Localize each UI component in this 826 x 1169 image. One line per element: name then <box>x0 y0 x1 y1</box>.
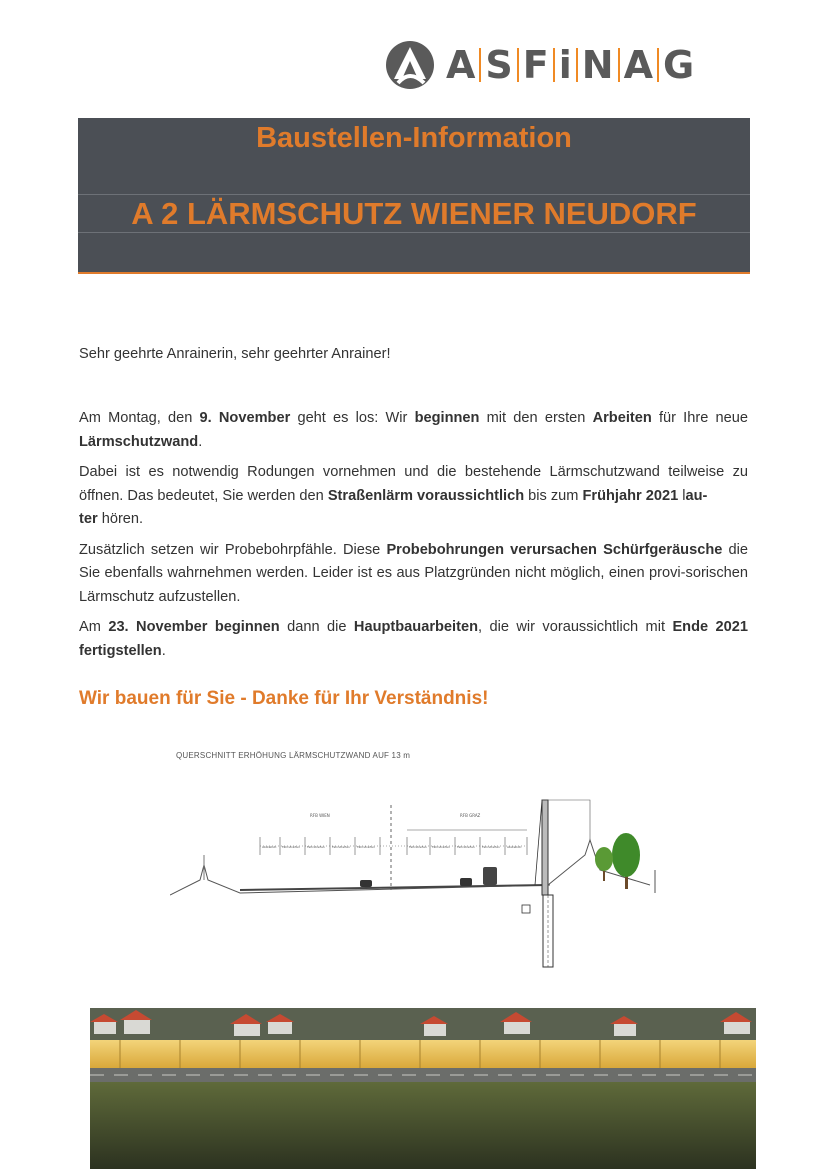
svg-text:Fahrstreifen: Fahrstreifen <box>409 845 427 849</box>
noise-barrier-photo <box>90 1000 756 1169</box>
letter-body <box>79 407 748 670</box>
asfinag-wordmark <box>446 43 694 87</box>
diagram-label-left: RFB WIEN <box>310 813 330 818</box>
diagram-label-right: RFB GRAZ <box>460 813 481 818</box>
salutation: Sehr geehrte Anrainerin, sehr geehrter Anrainer! <box>79 346 391 362</box>
svg-text:Fahrstreifen: Fahrstreifen <box>482 845 500 849</box>
cross-section-diagram <box>170 745 670 975</box>
asfinag-logo <box>384 38 750 92</box>
logo-letter: F <box>522 43 549 87</box>
car-icon <box>460 878 472 886</box>
svg-text:Fahrstreifen: Fahrstreifen <box>332 845 350 849</box>
logo-letter: N <box>581 43 614 87</box>
svg-text:Fahrstreifen: Fahrstreifen <box>282 845 300 849</box>
header-banner <box>78 118 750 274</box>
tree-icon <box>595 847 613 871</box>
banner-divider <box>78 232 750 233</box>
banner-title: Baustellen-Information <box>256 122 572 154</box>
svg-text:Fahrstreifen: Fahrstreifen <box>357 845 375 849</box>
banner-subtitle: A 2 LÄRMSCHUTZ WIENER NEUDORF <box>131 196 697 231</box>
cross-section-drawing <box>170 745 670 975</box>
noise-barrier-icon <box>542 800 548 895</box>
logo-letter: A <box>446 43 476 87</box>
logo-letter: G <box>663 43 695 87</box>
banner-divider <box>78 194 750 195</box>
tree-icon <box>612 833 640 877</box>
svg-text:Fahrstreifen: Fahrstreifen <box>457 845 475 849</box>
svg-text:Fahrstreifen: Fahrstreifen <box>307 845 325 849</box>
car-icon <box>360 880 372 887</box>
logo-letter: i <box>558 43 572 87</box>
diagram-caption: QUERSCHNITT ERHÖHUNG LÄRMSCHUTZWAND AUF 13 m <box>176 751 411 760</box>
asfinag-logo-icon <box>384 39 436 91</box>
paragraph-noise: Dabei ist es notwendig Rodungen vornehmen und die bestehende Lärmschutzwand teilweise zu öffnen. Das bedeutet, Sie werden den Straßenlärm voraussichtlich bis zum Frühjahr 2021 lau- ter hören. <box>79 464 748 527</box>
logo-letter: S <box>485 43 513 87</box>
paragraph-start: Am Montag, den 9. November geht es los: Wir beginnen mit den ersten Arbeiten für Ihre neue Lärmschutzwand. <box>79 410 748 450</box>
paragraph-drilling: Zusätzlich setzen wir Probebohrpfähle. Diese Probebohrungen verursachen Schürfgeräusche die Sie ebenfalls wahrnehmen werden. Leider ist es aus Platzgründen nicht möglich, einen provi-sorischen Lärmschutz aufzustellen. <box>79 541 749 605</box>
svg-text:Abstellstr.: Abstellstr. <box>507 845 522 849</box>
slogan: Wir bauen für Sie - Danke für Ihr Verständnis! <box>79 688 489 709</box>
svg-text:Abstellstr.: Abstellstr. <box>262 845 277 849</box>
logo-letter: A <box>623 43 654 87</box>
paragraph-main-works: Am 23. November beginnen dann die Hauptbauarbeiten, die wir voraussichtlich mit Ende 2021 fertigstellen. <box>79 619 749 659</box>
truck-icon <box>483 867 497 885</box>
svg-text:Fahrstreifen: Fahrstreifen <box>432 845 450 849</box>
noise-barrier-rendering <box>90 1000 756 1169</box>
